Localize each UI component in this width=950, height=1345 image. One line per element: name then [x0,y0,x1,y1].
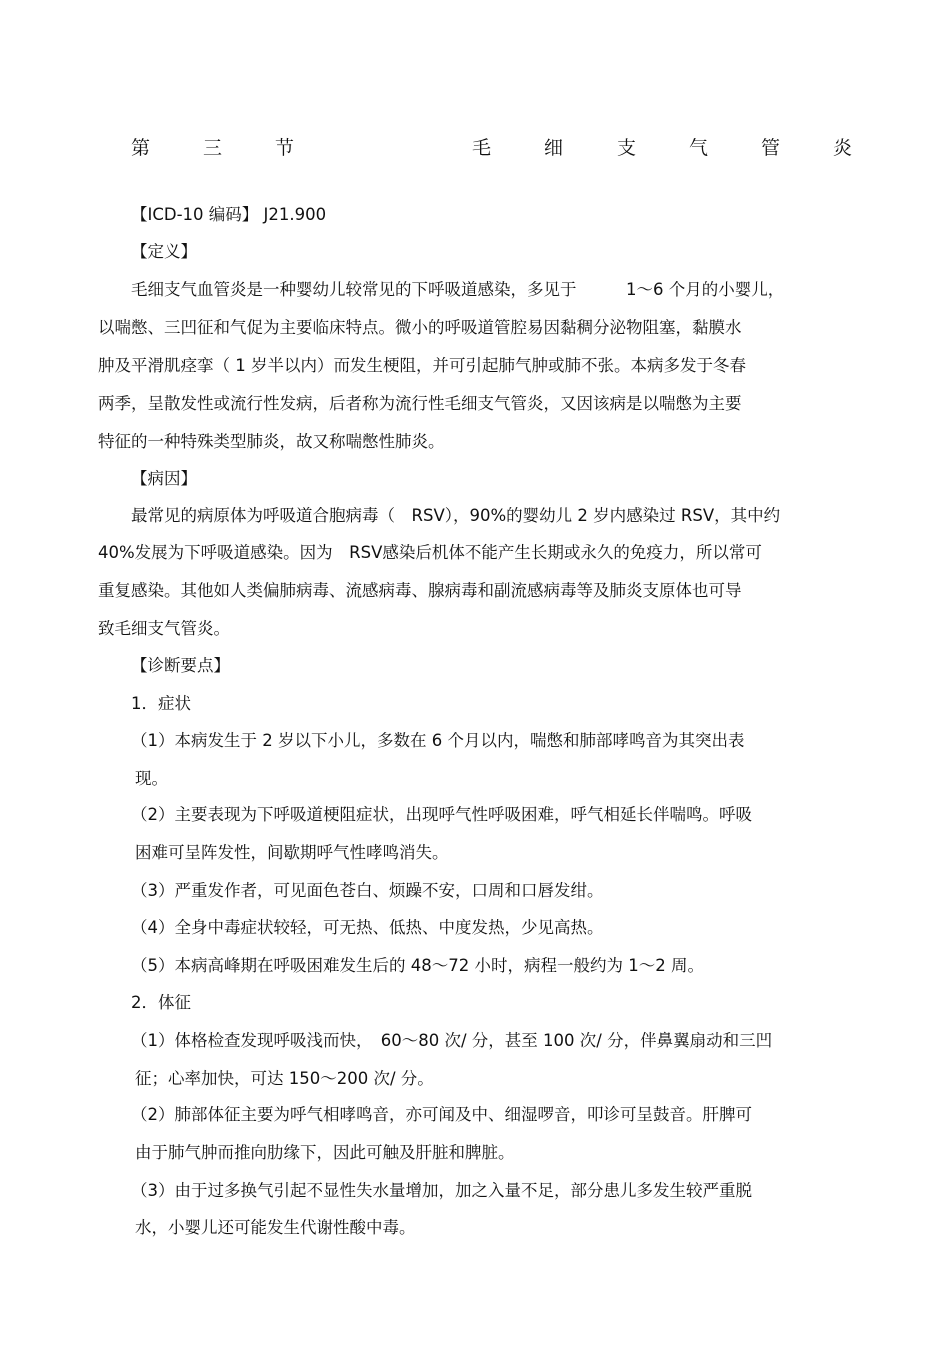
definition-line: 两季，呈散发性或流行性发病，后者称为流行性毛细支气管炎，又因该病是以喘憋为主要 [98,394,742,413]
title-char: 毛 [472,137,492,159]
symptom-line: （3）严重发作者，可见面色苍白、烦躁不安，口周和口唇发绀。 [131,881,604,900]
etiology-line: 最常见的病原体为呼吸道合胞病毒（ RSV），90%的婴幼儿 2 岁内感染过 RSV，其中约 [131,506,781,525]
sign-line: （3）由于过多换气引起不显性失水量增加，加之入量不足，部分患儿多发生较严重脱 [131,1181,752,1200]
symptom-line: （4）全身中毒症状较轻，可无热、低热、中度发热，少见高热。 [131,918,604,937]
subheading-signs: 2．体征 [131,993,191,1012]
sign-line: 征；心率加快，可达 150～200 次/ 分。 [135,1069,434,1088]
definition-line: 肿及平滑肌痉挛（ 1 岁半以内）而发生梗阻，并可引起肺气肿或肺不张。本病多发于冬春 [98,356,746,375]
etiology-line: 致毛细支气管炎。 [98,619,230,638]
definition-line: 特征的一种特殊类型肺炎，故又称喘憋性肺炎。 [98,432,445,451]
sign-line: （2）肺部体征主要为呼气相哮鸣音，亦可闻及中、细湿啰音，叩诊可呈鼓音。肝脾可 [131,1105,752,1124]
title-char: 三 [203,137,223,159]
icd-code: 【ICD-10 编码】 J21.900 [131,205,327,224]
sign-line: 水，小婴儿还可能发生代谢性酸中毒。 [135,1218,416,1237]
heading-diagnosis: 【诊断要点】 [131,656,230,675]
definition-line: 以喘憋、三凹征和气促为主要临床特点。微小的呼吸道管腔易因黏稠分泌物阻塞，黏膜水 [98,318,742,337]
etiology-line: 40%发展为下呼吸道感染。因为 RSV感染后机体不能产生长期或永久的免疫力，所以常可 [98,543,762,562]
symptom-line: 困难可呈阵发性，间歇期呼气性哮鸣消失。 [135,843,449,862]
definition-line: 毛细支气血管炎是一种婴幼儿较常见的下呼吸道感染，多见于 1～6 个月的小婴儿， [131,280,785,299]
symptom-line: （5）本病高峰期在呼吸困难发生后的 48～72 小时，病程一般约为 1～2 周。 [131,956,704,975]
sign-line: （1）体格检查发现呼吸浅而快， 60～80 次/ 分，甚至 100 次/ 分，伴鼻翼扇动和三凹 [131,1031,773,1050]
title-char: 管 [761,137,781,159]
title-char: 第 [131,137,151,159]
heading-definition: 【定义】 [131,242,197,261]
etiology-line: 重复感染。其他如人类偏肺病毒、流感病毒、腺病毒和副流感病毒等及肺炎支原体也可导 [98,581,742,600]
heading-etiology: 【病因】 [131,469,197,488]
title-char: 支 [617,137,637,159]
title-char: 炎 [833,137,853,159]
title-char: 节 [275,137,295,159]
symptom-line: 现。 [135,769,168,788]
sign-line: 由于肺气肿而推向肋缘下，因此可触及肝脏和脾脏。 [135,1143,515,1162]
subheading-symptoms: 1．症状 [131,694,191,713]
symptom-line: （2）主要表现为下呼吸道梗阻症状，出现呼气性呼吸困难，呼气相延长伴喘鸣。呼吸 [131,805,752,824]
title-char: 气 [689,137,709,159]
title-char: 细 [544,137,564,159]
symptom-line: （1）本病发生于 2 岁以下小儿，多数在 6 个月以内，喘憋和肺部哮鸣音为其突出表 [131,731,745,750]
